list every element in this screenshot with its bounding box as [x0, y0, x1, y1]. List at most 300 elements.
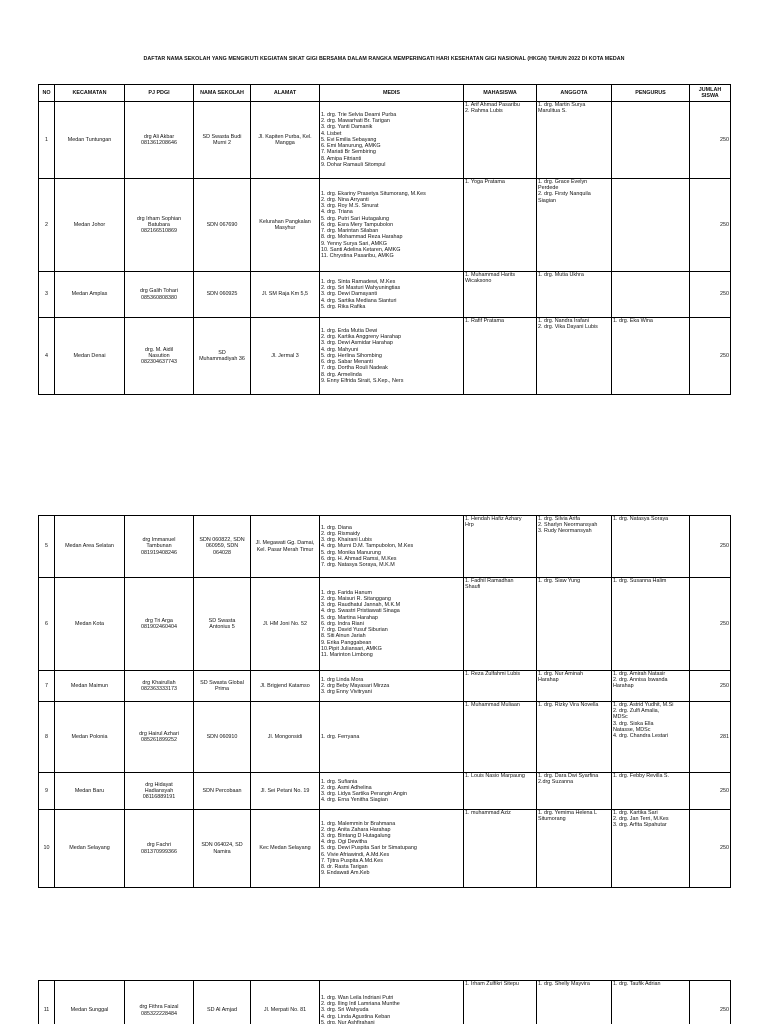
cell-medis-line: 2. drg. Rismaidy [321, 530, 360, 537]
cell-medis [320, 272, 464, 318]
cell-pengurus-line: 1. drg. Amirah Natasir [613, 671, 666, 677]
cell-anggota-line: Perdede [538, 185, 559, 192]
cell-anggota-line: Siagian [538, 197, 556, 204]
cell-medis-line: 4. Lisbet [321, 130, 342, 137]
cell-medis-line: 3. drg. Raudhatul Jannah, M.K.M [321, 602, 401, 609]
cell-pengurus-line: 1. drg. Eka Wina [613, 318, 653, 324]
cell-pj-pdgi [125, 810, 194, 888]
cell-mahasiswa [464, 671, 537, 702]
cell-alamat-line: Jl. Merpati No. 81 [263, 1007, 307, 1014]
cell-jumlah-siswa: 250 [690, 810, 731, 888]
cell-kecamatan: Medan Sunggal [55, 981, 125, 1024]
cell-pj-pdgi-line: drg Galih Tohari [140, 288, 178, 295]
header-mahasiswa: MAHASISWA [464, 85, 537, 102]
cell-alamat [251, 102, 320, 179]
cell-medis-line: 4. drg. Erna Yenitha Siagian [321, 797, 388, 804]
cell-jumlah-siswa: 250 [690, 179, 731, 272]
cell-pj-pdgi-line: drg Immanuel [142, 537, 176, 544]
cell-pengurus-line: Natasse, MDSc [613, 726, 651, 733]
cell-medis-line: 6. Emi Manurung, AMKG [321, 143, 381, 150]
cell-alamat [251, 810, 320, 888]
cell-nama-sekolah-line: SDN 060822, SDN [199, 537, 245, 544]
cell-alamat-line: Jl. SM Raja Km 5,5 [261, 291, 309, 298]
cell-nama-sekolah-line: Prima [214, 686, 230, 692]
cell-anggota-line: 1. drg. Shelly Mayvira [538, 981, 590, 987]
header-no: NO [39, 85, 55, 102]
cell-anggota [537, 272, 612, 318]
cell-medis-line: 7. Tjitra Puspita A.Md.Kes [321, 857, 383, 864]
cell-anggota-line: 1. drg. Dara Dwi Syarfina [538, 773, 599, 779]
cell-medis-line: 3. drg. Roy M.S. Sinurat [321, 203, 379, 210]
cell-medis-line: 6. drg. Esra Mery Tampubolon [321, 221, 394, 228]
cell-anggota [537, 102, 612, 179]
cell-medis-line: 1. drg. Wan Leila Indriani Putri [321, 994, 394, 1001]
cell-alamat [251, 981, 320, 1024]
table-row [39, 318, 731, 395]
cell-pengurus-line: 4. drg. Chandra Lestari [613, 733, 669, 740]
cell-pj-pdgi-line: Batubara [148, 221, 170, 228]
school-table-part-2 [38, 515, 731, 888]
cell-medis-line: 8. Amipa Fitrianti [321, 155, 362, 162]
cell-nama-sekolah-line: Namira [213, 848, 231, 855]
cell-medis-line: 3. drg. Yanti Damanik [321, 124, 373, 131]
cell-medis-line: 2. drg. Maisuri R. Sitanggang [321, 596, 391, 603]
cell-alamat [251, 773, 320, 810]
cell-medis-line: 5. drg. Monika Manurung [321, 549, 381, 556]
cell-kecamatan: Medan Amplas [55, 272, 125, 318]
cell-medis-line: 1. drg. Trie Selvia Dearni Purba [321, 112, 397, 119]
cell-medis [320, 981, 464, 1024]
cell-anggota-line: 1. drg. Grace Evelyn [538, 179, 588, 185]
cell-alamat [251, 272, 320, 318]
cell-nama-sekolah-line: SD [218, 349, 226, 356]
cell-kecamatan: Medan Maimun [55, 671, 125, 702]
header-kecamatan: KECAMATAN [55, 85, 125, 102]
cell-nama-sekolah-line: SDN 064024, SD [201, 842, 243, 849]
cell-medis-line: 5. Evi Emilia Sebayang [321, 136, 377, 143]
cell-mahasiswa [464, 702, 537, 773]
cell-pj-pdgi-line: drg Khairullah [142, 679, 176, 686]
cell-no: 10 [39, 810, 55, 888]
cell-pengurus-line: 1. drg. Susanna Halim [613, 578, 667, 584]
cell-mahasiswa-line: 1. Louis Nasio Marpaung [465, 773, 525, 779]
cell-pj-pdgi [125, 516, 194, 578]
cell-pj-pdgi-line: drg Irham Sophian [136, 215, 182, 222]
cell-pj-pdgi-line: 082304637743 [141, 359, 177, 366]
cell-pengurus [612, 578, 690, 671]
cell-medis [320, 318, 464, 395]
cell-pengurus-line: 3. drg. Siska Ella [613, 720, 654, 727]
cell-medis-line: 9. Erika Panggabean [321, 639, 372, 646]
cell-pengurus-line: 2. drg. Jan Terri, M.Kes [613, 816, 669, 823]
cell-pj-pdgi-line: drg Hidayat [145, 781, 173, 788]
cell-nama-sekolah-line: SDN 060910 [206, 733, 238, 740]
cell-kecamatan: Medan Kota [55, 578, 125, 671]
cell-pengurus-line: 3. drg. Arfita Sipahutar [613, 822, 667, 829]
table-row [39, 102, 731, 179]
cell-medis-line: 2. drg. Sri Masturi Wahyuningtias [321, 285, 401, 292]
cell-jumlah-siswa: 250 [690, 578, 731, 671]
cell-alamat-line: Kec Medan Selayang [259, 845, 311, 852]
cell-pj-pdgi [125, 578, 194, 671]
cell-medis-line: 3. drg. Dewi Damayanti [321, 291, 378, 298]
cell-pj-pdgi [125, 102, 194, 179]
cell-medis-line: 4. drg. Ogi Dewitha [321, 839, 368, 846]
cell-nama-sekolah [194, 671, 251, 702]
cell-medis-line: 5. drg. Herlina Sihombing [321, 352, 382, 359]
cell-medis-line: 4. drg. Murni D.M. Tampubolon, M.Kes [321, 543, 414, 550]
cell-medis-line: 2. drg. Anita Zahara Harahap [321, 826, 391, 833]
cell-medis [320, 773, 464, 810]
cell-no: 7 [39, 671, 55, 702]
cell-medis-line: 1. drg. Sinta Ramadewi, M.Kes [321, 278, 396, 285]
cell-alamat [251, 318, 320, 395]
cell-anggota-line: 2. drg. Firsty Nanquila [538, 191, 591, 198]
cell-mahasiswa [464, 179, 537, 272]
cell-pengurus [612, 318, 690, 395]
cell-medis-line: 3. drg. Sri Wahyuda [321, 1007, 369, 1014]
cell-pj-pdgi [125, 702, 194, 773]
table-row [39, 773, 731, 810]
cell-medis-line: 1. drg. Erda Mutia Dewi [321, 328, 378, 335]
cell-medis-line: 3. drg. Bintang D Hutagalung [321, 832, 391, 839]
cell-medis-line: 1. drg. Diana [321, 524, 352, 531]
header-alamat: ALAMAT [251, 85, 320, 102]
cell-pj-pdgi-line: 081361208646 [141, 140, 177, 146]
cell-alamat-line: Jl. Kapiten Purba, Kel. [258, 133, 312, 140]
cell-nama-sekolah-line: SD Swasta Global [200, 679, 244, 686]
cell-medis [320, 578, 464, 671]
document-title: DAFTAR NAMA SEKOLAH YANG MENGIKUTI KEGIATAN SIKAT GIGI BERSAMA DALAM RANGKA MEMPERINGATI HARI KESEHATAN GIGI NASIONAL (HKGN) TAHUN 2022 DI KOTA MEDAN [143, 56, 625, 62]
cell-kecamatan: Medan Johor [55, 179, 125, 272]
cell-pengurus-line: 1. drg. Kartika Sari [613, 810, 658, 816]
cell-anggota-line: 1. drg. Nur Aminah [538, 671, 583, 677]
cell-pj-pdgi [125, 773, 194, 810]
cell-nama-sekolah [194, 516, 251, 578]
cell-medis-line: 2. drg. Asmi Adhelina [321, 784, 372, 791]
cell-medis-line: 2. drg. Kartika Anggreny Harahap [321, 334, 402, 341]
cell-alamat-line: Kel. Pasar Merah Timur [256, 546, 314, 553]
cell-medis-line: 9. Enny Elfrida Sirait, S.Kep., Ners [321, 377, 404, 384]
cell-pengurus-line: 2. drg. Annisa Iswanda [613, 677, 668, 684]
cell-alamat [251, 179, 320, 272]
cell-medis-line: 7. Mariati Br Sembiring [321, 149, 376, 156]
cell-medis-line: 9. Endawati Am.Keb [321, 870, 370, 877]
cell-pj-pdgi [125, 981, 194, 1024]
cell-medis-line: 10. Santi Adelina Ketaren, AMKG [321, 246, 401, 253]
cell-pj-pdgi [125, 272, 194, 318]
cell-medis-line: 3. drg. Khairani Lubis [321, 537, 372, 544]
cell-mahasiswa-line: 2. Rahma Lubis [465, 108, 503, 115]
cell-pj-pdgi-line: drg Fachri [146, 842, 172, 849]
cell-no: 8 [39, 702, 55, 773]
cell-medis-line: 7. drg. Marintan Silaban [321, 228, 379, 235]
cell-anggota [537, 516, 612, 578]
cell-nama-sekolah-line: Murni 2 [213, 140, 231, 146]
cell-nama-sekolah [194, 578, 251, 671]
cell-pj-pdgi-line: Hadiansyah [144, 787, 174, 794]
cell-medis-line: 9. Yenny Surya Sari, AMKG [321, 240, 387, 247]
cell-alamat-line: Kelurahan Pangkalan [259, 218, 311, 225]
cell-medis-line: 7. drg. David Yusuf Siburian [321, 627, 388, 634]
cell-nama-sekolah-line: Antonius 5 [209, 624, 235, 630]
cell-pengurus [612, 981, 690, 1024]
cell-nama-sekolah [194, 773, 251, 810]
cell-no: 6 [39, 578, 55, 671]
cell-jumlah-siswa: 250 [690, 516, 731, 578]
cell-pj-pdgi-line: 082363333173 [141, 686, 177, 692]
header-pengurus: PENGURUS [612, 85, 690, 102]
cell-pj-pdgi-line: drg Fithra Faizal [139, 1004, 179, 1011]
cell-alamat [251, 516, 320, 578]
cell-nama-sekolah-line: SDN Percobaan [202, 787, 242, 794]
cell-nama-sekolah-line: SD Al Amjad [207, 1007, 237, 1014]
cell-pengurus [612, 179, 690, 272]
cell-kecamatan: Medan Selayang [55, 810, 125, 888]
cell-mahasiswa-line: 1. Yoga Pratama [465, 179, 505, 185]
cell-alamat-line: Jl. Jermal 3 [271, 352, 299, 359]
cell-no: 3 [39, 272, 55, 318]
cell-nama-sekolah [194, 318, 251, 395]
cell-anggota [537, 578, 612, 671]
cell-medis-line: 8. drg. Mohammad Reza Harahap [321, 234, 403, 241]
cell-pengurus-line: 1. drg. Astrid Yudhit, M.Si [613, 702, 674, 708]
cell-medis-line: 5. drg. Rika Rafika [321, 303, 366, 310]
cell-medis-line: 1. drg. Sufiania [321, 778, 358, 785]
cell-pj-pdgi-line: Tambunan [146, 543, 172, 550]
cell-mahasiswa [464, 102, 537, 179]
cell-anggota-line: 1. drg. Siaw Yung [538, 578, 581, 584]
cell-no: 5 [39, 516, 55, 578]
cell-medis-line: 8. Siti Ainun Jariah [321, 633, 366, 640]
table-row [39, 702, 731, 773]
table-row [39, 981, 731, 1024]
cell-alamat [251, 578, 320, 671]
cell-pj-pdgi-line: drg. M. Aidil [144, 346, 174, 353]
cell-medis-line: 5. drg. Dewi Puspita Sari br Simatupang [321, 845, 417, 852]
cell-pj-pdgi-line: 081919408246 [141, 549, 177, 556]
cell-mahasiswa-line: Wicaksono [465, 278, 492, 285]
cell-anggota-line: Situmorang [538, 816, 566, 823]
cell-pengurus [612, 671, 690, 702]
cell-medis-line: 5. drg. Putri Sari Hutagalung [321, 215, 390, 222]
cell-mahasiswa-line: 1. Muhammad Harits [465, 272, 516, 278]
cell-anggota [537, 671, 612, 702]
cell-anggota [537, 702, 612, 773]
cell-medis [320, 102, 464, 179]
cell-anggota [537, 981, 612, 1024]
cell-jumlah-siswa: 250 [690, 981, 731, 1024]
cell-anggota-line: 2. Sharlyn Neormansyah [538, 522, 598, 529]
cell-pengurus-line: Harahap [613, 683, 634, 690]
cell-medis-line: 11. Marinton Limbong [321, 651, 373, 658]
cell-alamat-line: Jl. Brigjend Katamso [260, 682, 310, 689]
cell-no: 4 [39, 318, 55, 395]
cell-pj-pdgi [125, 179, 194, 272]
cell-medis-line: 1. drg Linda Mora [321, 676, 364, 683]
cell-pengurus-line: 1. drg. Febby Revilla S. [613, 773, 670, 779]
cell-pj-pdgi [125, 318, 194, 395]
cell-medis-line: 7. drg. Dortha Rouli Nadeak [321, 365, 388, 372]
cell-alamat-line: Masyhur [274, 225, 296, 231]
cell-mahasiswa-line: 1. Irham Zulfikri Sitepu [465, 981, 519, 987]
cell-nama-sekolah-line: 064028 [213, 549, 231, 556]
cell-anggota-line: 1. drg. Yemima Helena L [538, 810, 598, 816]
cell-anggota [537, 810, 612, 888]
cell-pj-pdgi-line: Nasution [148, 352, 170, 359]
cell-mahasiswa [464, 516, 537, 578]
cell-no: 1 [39, 102, 55, 179]
cell-anggota-line: Harahap [538, 677, 559, 684]
cell-medis-line: 1. drg. Farida Hanum [321, 589, 372, 596]
cell-medis-line: 4. drg. Sartika Mediana Sianturi [321, 297, 397, 304]
cell-medis-line: 3. drg. Lidya Sartika Perangin Angin [321, 791, 408, 797]
cell-medis-line: 1. drg. Ferryana [321, 733, 360, 740]
header-anggota: ANGGOTA [537, 85, 612, 102]
cell-kecamatan: Medan Baru [55, 773, 125, 810]
cell-mahasiswa-line: 1. Hendah Hafiz Azhary [465, 516, 522, 522]
school-table-part-3 [38, 980, 731, 1024]
cell-pj-pdgi-line: drg Hairul Azhari [139, 730, 179, 737]
cell-pengurus [612, 810, 690, 888]
cell-alamat [251, 702, 320, 773]
table-row [39, 810, 731, 888]
cell-anggota-line: 3. Rudy Neormansyah [538, 528, 592, 535]
table-row [39, 272, 731, 318]
cell-mahasiswa-line: Shaufi [465, 584, 481, 591]
cell-mahasiswa-line: 1. Arif Ahmad Pasaribu [465, 102, 520, 108]
cell-medis-line: 6. drg. Indra Riani [321, 620, 364, 627]
cell-jumlah-siswa: 250 [690, 318, 731, 395]
cell-nama-sekolah-line: Muhammadiyah 36 [199, 356, 245, 362]
cell-mahasiswa-line: 1. muhammad Aziz [465, 810, 511, 816]
cell-no: 11 [39, 981, 55, 1024]
cell-jumlah-siswa: 250 [690, 671, 731, 702]
cell-mahasiswa-line: 1. Reza Zulfahmi Lubis [465, 671, 521, 677]
cell-medis-line: 6. drg. Sabar Menanti [321, 359, 373, 366]
cell-nama-sekolah-line: 060959, SDN [205, 543, 239, 550]
school-table-part-1 [38, 84, 731, 395]
cell-alamat [251, 671, 320, 702]
cell-nama-sekolah [194, 102, 251, 179]
cell-medis [320, 179, 464, 272]
cell-medis-line: 3. drg Enny Vivitryani [321, 689, 372, 696]
cell-pengurus [612, 272, 690, 318]
cell-mahasiswa [464, 318, 537, 395]
cell-pj-pdgi [125, 671, 194, 702]
cell-anggota [537, 179, 612, 272]
cell-pengurus [612, 516, 690, 578]
cell-pj-pdgi-line: drg Ali Akbar [143, 133, 175, 140]
cell-medis-line: 2. drg. Nina Arryanti [321, 197, 369, 204]
cell-medis-line: 3. drg. Dewi Asmidar Harahap [321, 340, 393, 347]
cell-jumlah-siswa: 250 [690, 102, 731, 179]
cell-medis-line: 2. drg Beby Mayasari Mirzza [321, 682, 390, 689]
cell-nama-sekolah [194, 981, 251, 1024]
cell-mahasiswa-line: 1. Rafif Pratama [465, 318, 504, 324]
cell-anggota-line: 1. drg. Nandra Irafani [538, 318, 589, 324]
cell-mahasiswa [464, 272, 537, 318]
cell-pengurus [612, 773, 690, 810]
cell-medis [320, 516, 464, 578]
cell-nama-sekolah [194, 272, 251, 318]
cell-mahasiswa-line: 1. Fadhil Ramadhan [465, 578, 514, 584]
cell-nama-sekolah [194, 810, 251, 888]
cell-alamat-line: Jl. Megawati Gg. Damai, [255, 540, 315, 547]
header-medis: MEDIS [320, 85, 464, 102]
cell-medis-line: 8. dr. Rasta Tarigan [321, 864, 368, 870]
cell-pengurus-line: 2. drg. Zulfi Amalia, [613, 708, 660, 715]
cell-medis-line: 6. Vivie Afriawindi, A.Md.Kes [321, 851, 390, 858]
cell-medis-line: 1. drg. Malemmin br Brahmana [321, 820, 396, 827]
cell-anggota-line: 1. drg. Silvia Arifa [538, 516, 580, 522]
cell-kecamatan: Medan Polonia [55, 702, 125, 773]
cell-alamat-line: Jl. Mongonsidi [267, 733, 303, 740]
header-nama-sekolah: NAMA SEKOLAH [194, 85, 251, 102]
cell-jumlah-siswa: 281 [690, 702, 731, 773]
cell-nama-sekolah-line: SD Swasta [208, 617, 236, 624]
cell-medis-line: 2. drg. Mawarhati Br. Tarigan [321, 118, 390, 125]
cell-medis-line: 5. drg. Nur Ashfirahani [321, 1019, 375, 1024]
cell-kecamatan: Medan Area Selatan [55, 516, 125, 578]
header-jumlah-siswa: JUMLAH SISWA [690, 85, 731, 102]
table-header-row [39, 85, 731, 102]
cell-nama-sekolah-line: SDN 067690 [206, 221, 238, 228]
cell-medis-line: 9. Dohar Ramauli Sitompul [321, 161, 386, 168]
cell-medis-line: 1. drg. Ekariny Prasetya Situmorang, M.Kes [321, 190, 426, 197]
cell-anggota-line: 1. drg. Martin Surya [538, 102, 586, 108]
cell-anggota [537, 318, 612, 395]
cell-jumlah-siswa: 250 [690, 773, 731, 810]
cell-no: 2 [39, 179, 55, 272]
cell-pj-pdgi-line: 081370999366 [141, 848, 177, 855]
cell-medis-line: 4. drg. Triana [321, 209, 353, 216]
cell-pj-pdgi-line: 082166510869 [141, 228, 177, 235]
cell-anggota [537, 773, 612, 810]
cell-pj-pdgi-line: drg Tri Arga [145, 617, 173, 624]
cell-medis-line: 5. drg. Martina Harahap [321, 614, 378, 621]
cell-nama-sekolah [194, 179, 251, 272]
cell-jumlah-siswa: 250 [690, 272, 731, 318]
cell-pengurus-line: 1. drg. Taufik Adrian [613, 981, 661, 987]
cell-mahasiswa [464, 773, 537, 810]
cell-medis [320, 702, 464, 773]
cell-pj-pdgi-line: 085360808380 [141, 294, 177, 301]
cell-medis-line: 4. drg. Swastri Pristiawati Sinaga [321, 608, 400, 615]
cell-medis-line: 2. drg. Iling Intl Lamriana Munthe [321, 1001, 400, 1008]
header-pj-pdgi: PJ PDGI [125, 85, 194, 102]
cell-pj-pdgi-line: 08116889191 [142, 794, 176, 801]
cell-kecamatan: Medan Denai [55, 318, 125, 395]
cell-anggota-line: Marulitua S. [538, 108, 567, 115]
table-row [39, 516, 731, 578]
cell-anggota-line: 2.drg Suzanna [538, 779, 574, 786]
table-row [39, 179, 731, 272]
cell-alamat-line: Jl. Sei Petani No. 19 [260, 787, 310, 794]
cell-alamat-line: Jl. HM Joni No. 52 [262, 620, 308, 627]
cell-pj-pdgi-line: 085322228484 [141, 1010, 177, 1017]
table-row [39, 578, 731, 671]
cell-no: 9 [39, 773, 55, 810]
cell-pengurus [612, 102, 690, 179]
cell-medis [320, 671, 464, 702]
cell-medis-line: 4. drg. Mahyuni [321, 346, 359, 353]
cell-medis-line: 11. Chrystina Pasaribu, AMKG [321, 252, 394, 259]
cell-mahasiswa-line: Hrp [465, 522, 474, 529]
cell-medis-line: 6. drg. H. Ahmad Ramsi, M.Kes [321, 555, 397, 562]
cell-medis-line: 8. drg. Armelinda [321, 371, 362, 378]
cell-pj-pdgi-line: 085261899252 [141, 737, 177, 743]
